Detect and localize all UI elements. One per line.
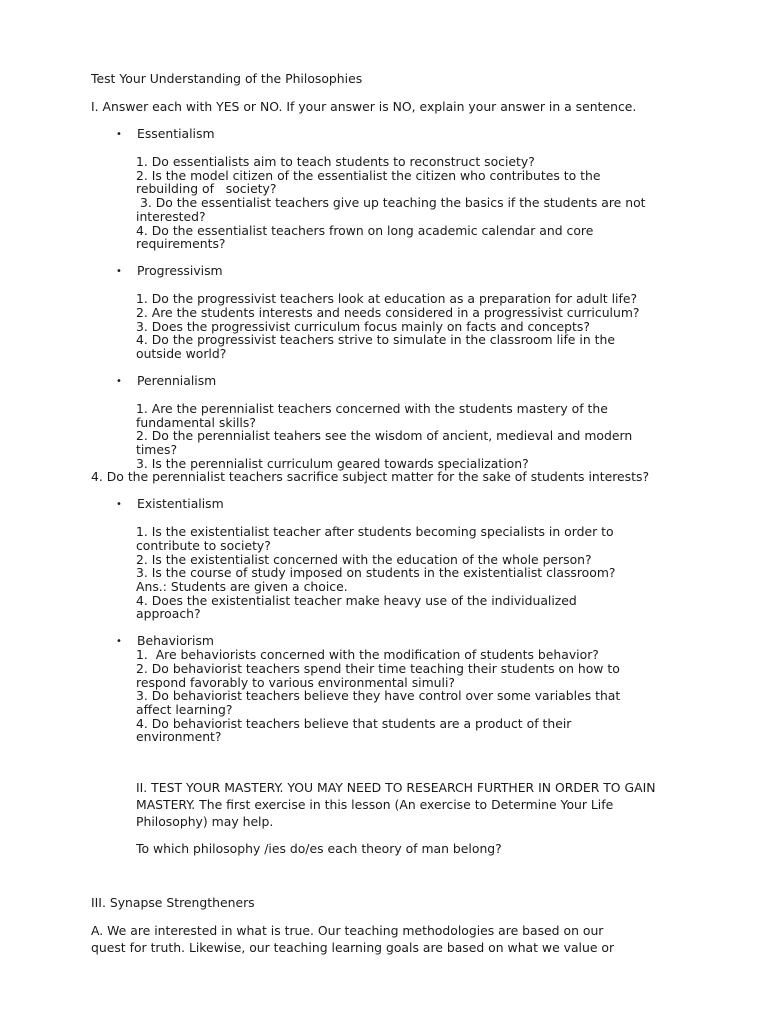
document-title: Test Your Understanding of the Philosophies [91, 71, 363, 86]
question-line: 1. Are behaviorists concerned with the modification of students behavior? [136, 647, 599, 662]
answer-line: Ans.: Students are given a choice. [136, 579, 348, 594]
question-line: interested? [136, 209, 206, 224]
part3-line: A. We are interested in what is true. Our teaching methodologies are based on our [91, 923, 604, 938]
question-line-outdented: 4. Do the perennialist teachers sacrifice subject matter for the sake of students interests? [91, 469, 650, 484]
section-heading-behaviorism: Behaviorism [137, 633, 214, 648]
question-line: 3. Does the progressivist curriculum focus mainly on facts and concepts? [136, 319, 590, 334]
question-line: rebuilding of society? [136, 181, 277, 196]
question-line: times? [136, 442, 178, 457]
question-line: 3. Is the perennialist curriculum geared towards specialization? [136, 456, 529, 471]
part2-question: To which philosophy /ies do/es each theory of man belong? [136, 841, 502, 856]
question-line: contribute to society? [136, 538, 271, 553]
question-line: 1. Is the existentialist teacher after students becoming specialists in order to [136, 524, 614, 539]
bullet-icon: • [116, 129, 122, 140]
bullet-icon: • [116, 266, 122, 277]
bullet-icon: • [116, 376, 122, 387]
question-line: 2. Are the students interests and needs considered in a progressivist curriculum? [136, 305, 640, 320]
question-line: 1. Are the perennialist teachers concerned with the students mastery of the [136, 401, 608, 416]
question-line: 4. Do the essentialist teachers frown on long academic calendar and core [136, 223, 594, 238]
section-heading-perennialism: Perennialism [137, 373, 217, 388]
part2-heading: II. TEST YOUR MASTERY. YOU MAY NEED TO RESEARCH FURTHER IN ORDER TO GAIN [136, 780, 656, 795]
bullet-icon: • [116, 499, 122, 510]
question-line: fundamental skills? [136, 415, 256, 430]
section-heading-progressivism: Progressivism [137, 263, 223, 278]
part2-line: Philosophy) may help. [136, 814, 274, 829]
question-line: affect learning? [136, 702, 233, 717]
question-line: approach? [136, 606, 201, 621]
question-line: 4. Does the existentialist teacher make heavy use of the individualized [136, 593, 577, 608]
question-line: requirements? [136, 236, 226, 251]
part3-line: quest for truth. Likewise, our teaching learning goals are based on what we value or [91, 940, 615, 955]
question-line: 1. Do the progressivist teachers look at education as a preparation for adult life? [136, 291, 638, 306]
question-line: respond favorably to various environmental simuli? [136, 675, 455, 690]
instruction-text: I. Answer each with YES or NO. If your answer is NO, explain your answer in a sentence. [91, 99, 637, 114]
question-line: 3. Is the course of study imposed on students in the existentialist classroom? [136, 565, 616, 580]
question-line: environment? [136, 729, 222, 744]
part3-heading: III. Synapse Strengtheners [91, 895, 255, 910]
question-line: outside world? [136, 346, 227, 361]
part2-line: MASTERY. The first exercise in this lesson (An exercise to Determine Your Life [136, 797, 614, 812]
question-line: 1. Do essentialists aim to teach students to reconstruct society? [136, 154, 535, 169]
question-line: 2. Do the perennialist teahers see the wisdom of ancient, medieval and modern [136, 428, 633, 443]
section-heading-existentialism: Existentialism [137, 496, 224, 511]
question-line: 2. Do behaviorist teachers spend their time teaching their students on how to [136, 661, 620, 676]
question-line: 3. Do behaviorist teachers believe they have control over some variables that [136, 688, 621, 703]
question-line: 3. Do the essentialist teachers give up teaching the basics if the students are not [136, 195, 646, 210]
question-line: 4. Do the progressivist teachers strive to simulate in the classroom life in the [136, 332, 615, 347]
question-line: 4. Do behaviorist teachers believe that students are a product of their [136, 716, 572, 731]
question-line: 2. Is the existentialist concerned with the education of the whole person? [136, 552, 592, 567]
section-heading-essentialism: Essentialism [137, 126, 215, 141]
bullet-icon: • [116, 636, 122, 647]
question-line: 2. Is the model citizen of the essentialist the citizen who contributes to the [136, 168, 601, 183]
